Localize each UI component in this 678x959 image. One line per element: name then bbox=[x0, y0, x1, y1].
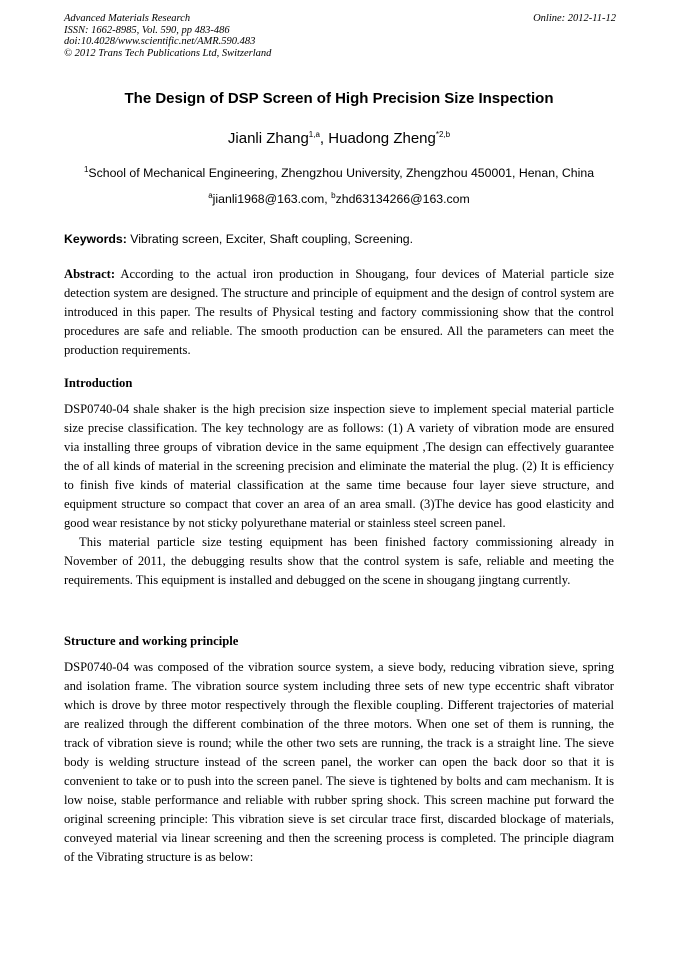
structure-heading: Structure and working principle bbox=[64, 634, 239, 648]
email-line bbox=[64, 192, 614, 206]
author-1-sup: 1,a bbox=[308, 130, 320, 139]
author-separator: , bbox=[319, 130, 329, 147]
issn-line: ISSN: 1662-8985, Vol. 590, pp 483-486 bbox=[64, 24, 230, 36]
introduction-body bbox=[64, 400, 614, 590]
affiliation bbox=[64, 166, 614, 180]
affiliation-sup: 1 bbox=[83, 164, 89, 174]
email-a-sup: a bbox=[208, 190, 213, 200]
affiliation-text: School of Mechanical Engineering, Zhengzhou University, Zhengzhou 450001, Henan, China bbox=[88, 166, 595, 180]
email-a: jianli1968@163.com, bbox=[212, 192, 332, 206]
paper-title: The Design of DSP Screen of High Precision Size Inspection bbox=[124, 90, 554, 107]
structure-body bbox=[64, 658, 614, 867]
journal-name: Advanced Materials Research bbox=[64, 13, 191, 24]
abstract bbox=[64, 265, 614, 360]
online-date: Online: 2012-11-12 bbox=[533, 13, 616, 24]
keywords-text: Vibrating screen, Exciter, Shaft coupling, Screening. bbox=[126, 232, 414, 246]
introduction-paragraph-2: This material particle size testing equipment has been finished factory commissioning already in November of 2011, the debugging results show that the control system is safe, reliable and meeting the requirements. This equipment is installed and debugged on the scene in shougang jingtang currently. bbox=[64, 535, 614, 587]
email-b-sup: b bbox=[331, 190, 336, 200]
abstract-text: According to the actual iron production in Shougang, four devices of Material particle size detection system are designed. The structure and principle of equipment and the design of control system are introduced in this paper. The results of Physical testing and factory commissioning show that the control procedures are safe and reliable. The smooth production can be ensured. All the parameters can meet the production requirements. bbox=[64, 267, 614, 357]
structure-paragraph-1: DSP0740-04 was composed of the vibration source system, a sieve body, reducing vibration sieve, spring and isolation frame. The vibration source system including three sets of new type eccentric shaft vibrator which is drove by three motor respectively through the flexible coupling. Different trajectories of material are realized through the different combination of the three motors. When one set of them is running, the track of vibration sieve is round; while the other two sets are running, the track is a straight line. The sieve body is welding structure instead of the screen panel, the worker can open the back door so that it is convenient to take or to push into the screen panel. The sieve is tightened by bolts and cam mechanism. It is low noise, stable performance and reliable with rubber spring shock. This screen machine put forward the original screening principle: This vibration sieve is set circular trace first, discarded blockage of materials, conveyed material via linear screening and then the screening process is completed. The principle diagram of the Vibrating structure is as below: bbox=[64, 660, 614, 864]
author-2-sup: *2,b bbox=[435, 130, 451, 139]
journal-header bbox=[64, 13, 616, 59]
author-line bbox=[64, 130, 614, 147]
abstract-label: Abstract: bbox=[64, 267, 116, 281]
doi-line: doi:10.4028/www.scientific.net/AMR.590.483 bbox=[64, 36, 256, 48]
author-1: Jianli Zhang bbox=[227, 130, 309, 147]
email-b: zhd63134266@163.com bbox=[335, 192, 470, 206]
author-2: Huadong Zheng bbox=[328, 130, 436, 147]
introduction-paragraph-1: DSP0740-04 shale shaker is the high precision size inspection sieve to implement special material particle size precise classification. The key technology are as follows: (1) A variety of vibration mode are ensured via installing three groups of vibration device in the same equipment ,The design can effectively guarantee the of all kinds of material in the screening precision and eliminate the material the plug. (2) It is efficiency to finish five kinds of material classification at the same time because four layer sieve structure, and equipment structure so compact that cover an area of an area small. (3)The device has good elasticity and good wear resistance by not sticky polyurethane material or stainless steel screen panel. bbox=[64, 402, 614, 530]
copyright-line: © 2012 Trans Tech Publications Ltd, Switzerland bbox=[64, 47, 272, 59]
keywords bbox=[64, 232, 616, 246]
keywords-label: Keywords: bbox=[64, 232, 127, 246]
introduction-heading: Introduction bbox=[64, 376, 133, 390]
